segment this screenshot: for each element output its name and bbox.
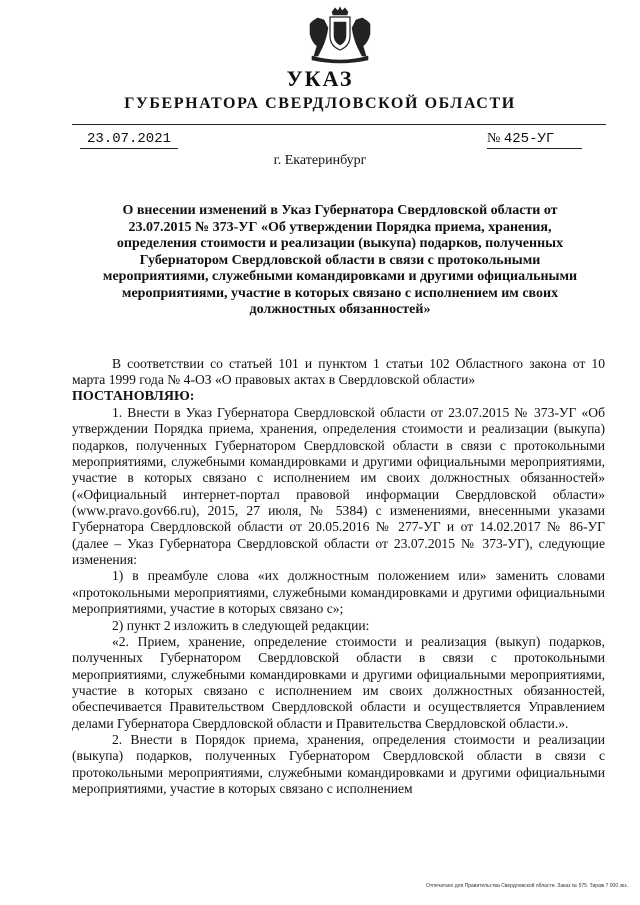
number-sign: № [487, 131, 501, 146]
issuer-heading: ГУБЕРНАТОРА СВЕРДЛОВСКОЙ ОБЛАСТИ [124, 95, 516, 112]
number-value: 425-УГ [503, 131, 555, 147]
document-title: О внесении изменений в Указ Губернатора Свердловской области от 23.07.2015 № 373-УГ «Об утверждении Порядка приема, хранения, определения стоимости и реализации (выкупа) подарков, полученных Губернатором Свердловской области в связи с протокольными мероприятиями, служебными командировками и другими официальными мероприятиями, участие в которых связано с исполнением им своих должностных обязанностей» [102, 203, 578, 317]
paragraph-2: 2. Внести в Порядок приема, хранения, определения стоимости и реализации (выкупа) подарков, полученных Губернатором Свердловской области в связи с протокольными мероприятиями, служебными командировками и другими официальными мероприятиями, участие в которых связано с исполнением [72, 731, 605, 796]
print-note: Отпечатано для Правительства Свердловской области. Заказ № 575. Тираж 7 000 экз. [426, 883, 628, 889]
coat-of-arms-icon [298, 6, 382, 64]
paragraph-1-2: 2) пункт 2 изложить в следующей редакции: [112, 617, 370, 633]
document-number [487, 131, 582, 149]
document-body [72, 356, 605, 797]
paragraph-1: 1. Внести в Указ Губернатора Свердловской области от 23.07.2015 № 373-УГ «Об утверждении Порядка приема, хранения, определения стоимости и реализации (выкупа) подарков, полученных Губернатором Свердловской области в связи с протокольными мероприятиями, служебными командировками и другими официальными мероприятиями, участие в которых связано с исполнением им своих должностных обязанностей» («Официальный интернет-портал правовой информации Свердловской области» (www.pravo.gov66.ru), 2015, 27 июля, № 5384) с изменениями, внесенными указами Губернатора Свердловской области от 20.05.2016 № 277-УГ и от 14.02.2017 № 86-УГ (далее – Указ Губернатора Свердловской области от 23.07.2015 № 373-УГ), следующие изменения: [72, 405, 605, 568]
meta-row [0, 131, 640, 153]
paragraph-1-1: 1) в преамбуле слова «их должностным положением или» заменить словами «протокольными мероприятиями, служебными командировками и другими официальными мероприятиями, участие в которых связано с»; [72, 568, 605, 617]
city-label: г. Екатеринбург [273, 153, 367, 168]
preamble-paragraph: В соответствии со статьей 101 и пунктом 1 статьи 102 Областного закона от 10 марта 1999 года № 4-ОЗ «О правовых актах в Свердловской области» [72, 356, 605, 388]
decree-word: ПОСТАНОВЛЯЮ: [72, 388, 195, 404]
quoted-paragraph: «2. Прием, хранение, определение стоимости и реализация (выкуп) подарков, полученных Губернатором Свердловской области в связи с протокольными мероприятиями, служебными командировками и другими официальными мероприятиями, участие в которых связано с исполнением им своих должностных обязанностей, обеспечивается Правительством Свердловской области и осуществляется Управлением делами Губернатора Свердловской области и Правительства Свердловской области.». [72, 633, 605, 731]
document-date: 23.07.2021 [80, 131, 178, 149]
header-divider [72, 124, 606, 125]
document-type-heading: УКАЗ [286, 66, 354, 91]
